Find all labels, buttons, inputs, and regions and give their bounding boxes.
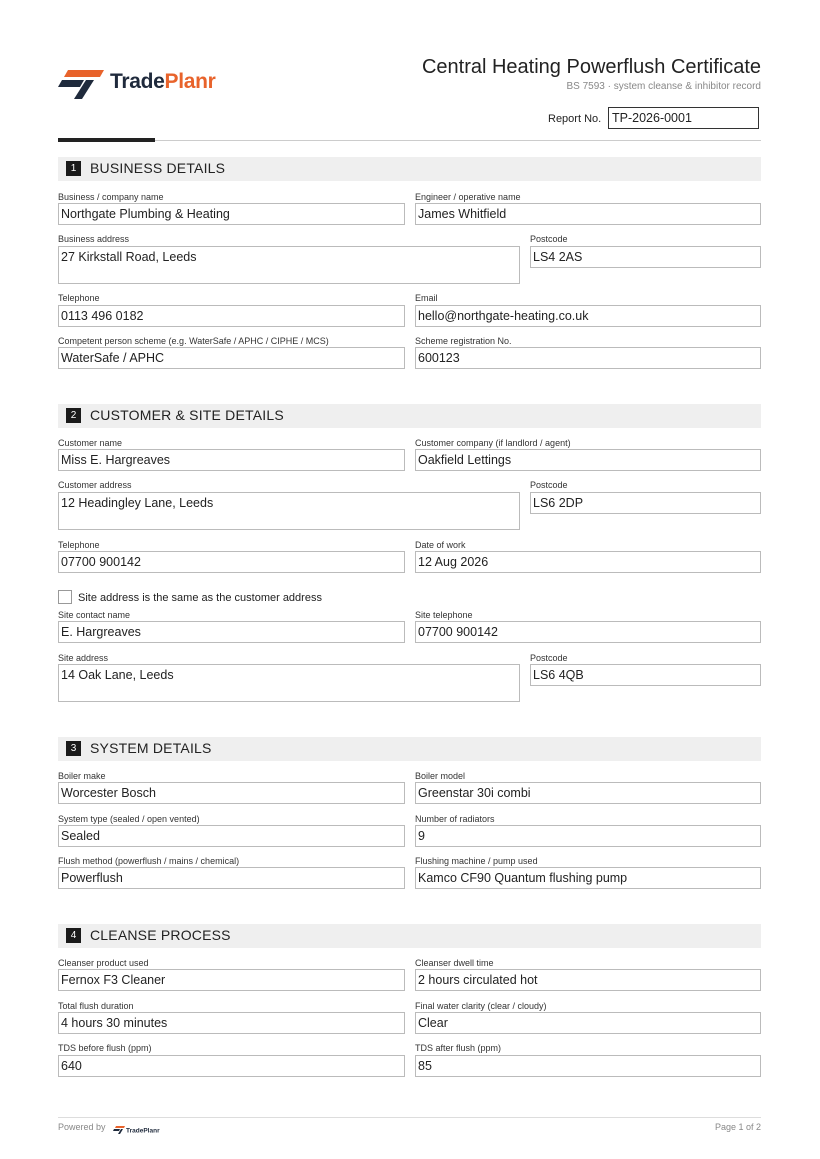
- flush-machine-field[interactable]: Kamco CF90 Quantum flushing pump: [415, 867, 761, 889]
- system-type-field[interactable]: Sealed: [58, 825, 405, 847]
- customer-postcode-field[interactable]: LS6 2DP: [530, 492, 761, 514]
- section-header-business: [58, 157, 761, 181]
- section-header-system: [58, 737, 761, 761]
- dwell-time-label: Cleanser dwell time: [415, 958, 494, 968]
- customer-company-label: Customer company (if landlord / agent): [415, 438, 571, 448]
- customer-name-field[interactable]: Miss E. Hargreaves: [58, 449, 405, 471]
- boiler-model-field[interactable]: Greenstar 30i combi: [415, 782, 761, 804]
- section-number: 4: [66, 928, 81, 943]
- section-number: 1: [66, 161, 81, 176]
- customer-phone-label: Telephone: [58, 540, 100, 550]
- section-number: 2: [66, 408, 81, 423]
- system-type-label: System type (sealed / open vented): [58, 814, 200, 824]
- business-company-field[interactable]: Northgate Plumbing & Heating: [58, 203, 405, 225]
- business-address-label: Business address: [58, 234, 130, 244]
- radiator-count-field[interactable]: 9: [415, 825, 761, 847]
- section-title: CUSTOMER & SITE DETAILS: [90, 407, 284, 423]
- flush-machine-label: Flushing machine / pump used: [415, 856, 538, 866]
- flush-method-label: Flush method (powerflush / mains / chemical): [58, 856, 240, 866]
- site-address-label: Site address: [58, 653, 109, 663]
- scheme-registration-label: Scheme registration No.: [415, 336, 512, 346]
- section-number: 3: [66, 741, 81, 756]
- tradeplanr-logo: [58, 68, 228, 102]
- footer-rule: [58, 1117, 761, 1118]
- site-postcode-label: Postcode: [530, 653, 568, 663]
- boiler-make-field[interactable]: Worcester Bosch: [58, 782, 405, 804]
- site-phone-label: Site telephone: [415, 610, 473, 620]
- flush-duration-label: Total flush duration: [58, 1001, 134, 1011]
- site-contact-field[interactable]: E. Hargreaves: [58, 621, 405, 643]
- same-address-label: Site address is the same as the customer address: [78, 592, 322, 604]
- scheme-label: Competent person scheme (e.g. WaterSafe / APHC / CIPHE / MCS): [58, 336, 329, 346]
- tds-after-label: TDS after flush (ppm): [415, 1043, 502, 1053]
- page-title: Central Heating Powerflush Certificate: [421, 56, 761, 78]
- customer-address-field[interactable]: 12 Headingley Lane, Leeds: [58, 492, 520, 530]
- site-contact-label: Site contact name: [58, 610, 131, 620]
- flush-duration-field[interactable]: 4 hours 30 minutes: [58, 1012, 405, 1034]
- site-phone-field[interactable]: 07700 900142: [415, 621, 761, 643]
- tds-before-label: TDS before flush (ppm): [58, 1043, 152, 1053]
- section-header-customer: [58, 404, 761, 428]
- business-address-field[interactable]: 27 Kirkstall Road, Leeds: [58, 246, 520, 284]
- boiler-make-label: Boiler make: [58, 771, 106, 781]
- dwell-time-field[interactable]: 2 hours circulated hot: [415, 969, 761, 991]
- tds-before-field[interactable]: 640: [58, 1055, 405, 1077]
- customer-name-label: Customer name: [58, 438, 123, 448]
- boiler-model-label: Boiler model: [415, 771, 466, 781]
- footer-logo-icon: [113, 1125, 160, 1135]
- business-phone-label: Telephone: [58, 293, 100, 303]
- work-date-field[interactable]: 12 Aug 2026: [415, 551, 761, 573]
- flush-method-field[interactable]: Powerflush: [58, 867, 405, 889]
- engineer-name-field[interactable]: James Whitfield: [415, 203, 761, 225]
- footer-logo: [113, 1122, 160, 1135]
- same-address-checkbox[interactable]: [58, 590, 72, 604]
- report-number-field[interactable]: TP-2026-0001: [608, 107, 759, 129]
- scheme-field[interactable]: WaterSafe / APHC: [58, 347, 405, 369]
- scheme-registration-field[interactable]: 600123: [415, 347, 761, 369]
- customer-postcode-label: Postcode: [530, 480, 568, 490]
- site-address-field[interactable]: 14 Oak Lane, Leeds: [58, 664, 520, 702]
- work-date-label: Date of work: [415, 540, 466, 550]
- water-clarity-field[interactable]: Clear: [415, 1012, 761, 1034]
- business-email-field[interactable]: hello@northgate-heating.co.uk: [415, 305, 761, 327]
- report-number-label: Report No.: [548, 113, 602, 125]
- site-postcode-field[interactable]: LS6 4QB: [530, 664, 761, 686]
- business-postcode-field[interactable]: LS4 2AS: [530, 246, 761, 268]
- section-header-cleanse: [58, 924, 761, 948]
- customer-address-label: Customer address: [58, 480, 132, 490]
- radiator-count-label: Number of radiators: [415, 814, 495, 824]
- logo-wordmark: TradePlanr: [110, 70, 216, 93]
- engineer-name-label: Engineer / operative name: [415, 192, 521, 202]
- cleanser-product-label: Cleanser product used: [58, 958, 149, 968]
- cleanser-product-field[interactable]: Fernox F3 Cleaner: [58, 969, 405, 991]
- business-email-label: Email: [415, 293, 438, 303]
- section-title: CLEANSE PROCESS: [90, 927, 231, 943]
- footer-logo-wordmark: TradePlanr: [126, 1127, 160, 1135]
- header-rule-accent: [58, 138, 155, 142]
- business-phone-field[interactable]: 0113 496 0182: [58, 305, 405, 327]
- logo-mark-icon: [58, 68, 106, 100]
- business-postcode-label: Postcode: [530, 234, 568, 244]
- page-number: Page 1 of 2: [714, 1122, 761, 1132]
- customer-phone-field[interactable]: 07700 900142: [58, 551, 405, 573]
- water-clarity-label: Final water clarity (clear / cloudy): [415, 1001, 547, 1011]
- tds-after-field[interactable]: 85: [415, 1055, 761, 1077]
- header-rule: [155, 140, 761, 141]
- customer-company-field[interactable]: Oakfield Lettings: [415, 449, 761, 471]
- powered-by-text: Powered by: [58, 1122, 106, 1132]
- section-title: SYSTEM DETAILS: [90, 740, 212, 756]
- section-title: BUSINESS DETAILS: [90, 160, 226, 176]
- page-subtitle: BS 7593 · system cleanse & inhibitor record: [566, 81, 761, 92]
- business-company-label: Business / company name: [58, 192, 164, 202]
